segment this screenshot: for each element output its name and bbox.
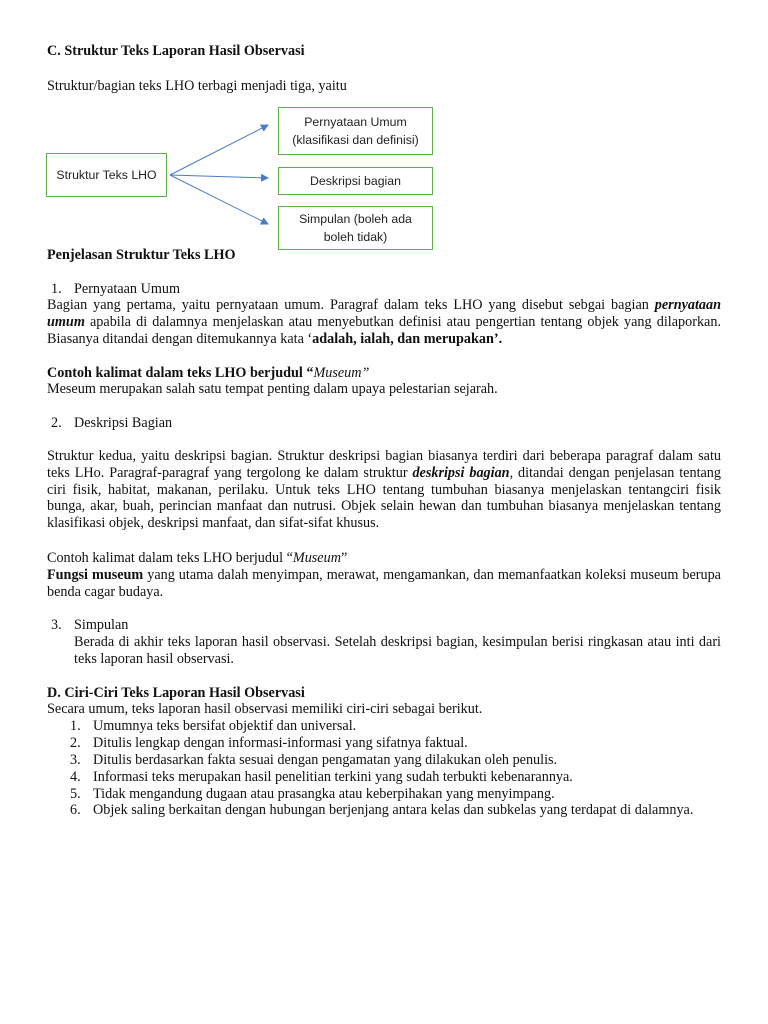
diagram-source-label: Struktur Teks LHO (56, 168, 157, 182)
list-item: Informasi teks merupakan hasil penelitian terkini yang sudah terbukti kebenarannya. (93, 769, 573, 785)
list-item: Ditulis lengkap dengan informasi-informasi yang sifatnya faktual. (93, 735, 468, 751)
diagram-box-deskripsi (278, 167, 433, 195)
section-c-heading: C. Struktur Teks Laporan Hasil Observasi (47, 43, 305, 59)
list-item: Tidak mengandung dugaan atau prasangka atau keberpihakan yang menyimpang. (93, 786, 555, 802)
item3-title: Simpulan (74, 617, 129, 633)
arrow-to-deskripsi (170, 175, 268, 178)
section-d-intro: Secara umum, teks laporan hasil observasi memiliki ciri-ciri sebagai berikut. (47, 701, 483, 717)
arrow-to-pernyataan (170, 125, 268, 175)
diagram-box-pernyataan-line2: (klasifikasi dan definisi) (292, 133, 419, 147)
diagram-box-simpulan (278, 206, 433, 250)
list-item-number: 4. (70, 769, 81, 785)
diagram-box-simpulan-line1: Simpulan (boleh ada (299, 212, 412, 226)
list-item-number: 5. (70, 786, 81, 802)
diagram-box-pernyataan (278, 107, 433, 155)
item1-title: Pernyataan Umum (74, 281, 180, 297)
diagram-box-pernyataan-line1: Pernyataan Umum (304, 115, 407, 129)
item2-example-heading: Contoh kalimat dalam teks LHO berjudul “Museum” (47, 550, 348, 566)
item1-example-text: Meseum merupakan salah satu tempat penting dalam upaya pelestarian sejarah. (47, 381, 498, 397)
list-item-number: 6. (70, 802, 81, 818)
arrow-to-simpulan (170, 175, 268, 224)
item1-paragraph: Bagian yang pertama, yaitu pernyataan umum. Paragraf dalam teks LHO yang disebut sebgai bagian pernyataan umum apabila di dalamnya menjelaskan atau menyebutkan definisi atau pengertian tentang objek yang dilaporkan. Biasanya ditandai dengan ditemukannya kata ‘adalah, ialah, dan merupakan’. (47, 297, 721, 347)
item2-title: Deskripsi Bagian (74, 415, 173, 431)
diagram-box-simpulan-line2: boleh tidak) (323, 230, 388, 244)
item3-number: 3. (51, 617, 62, 633)
section-c-intro: Struktur/bagian teks LHO terbagi menjadi tiga, yaitu (47, 78, 347, 94)
diagram-source-box (46, 153, 167, 197)
penjelasan-heading: Penjelasan Struktur Teks LHO (47, 247, 236, 263)
item1-number: 1. (51, 281, 62, 297)
item1-example-heading: Contoh kalimat dalam teks LHO berjudul “Museum” (47, 365, 370, 381)
item2-number: 2. (51, 415, 62, 431)
diagram-box-deskripsi-label: Deskripsi bagian (310, 174, 401, 188)
list-item-number: 1. (70, 718, 81, 734)
item2-paragraph: Struktur kedua, yaitu deskripsi bagian. Struktur deskripsi bagian biasanya terdiri dari beberapa paragraf dalam satu teks LHo. Paragraf-paragraf yang tergolong ke dalam struktur deskripsi bagian, ditandai dengan penjelasan tentang ciri fisik, habitat, makanan, perilaku. Untuk teks LHO tentang tumbuhan biasanya menjelaskan tentangciri fisik bunga, akar, buah, perincian manfaat dan nutrusi. Objek selain hewan dan tumbuhan biasanya menjelaskan tentang klasifikasi objek, deskripsi manfaat, dan sifat-sifat khusus. (47, 448, 721, 532)
item2-example-text: Fungsi museum yang utama dalah menyimpan, merawat, mengamankan, dan memanfaatkan koleksi museum berupa benda cagar budaya. (47, 567, 721, 600)
list-item-number: 2. (70, 735, 81, 751)
list-item: Objek saling berkaitan dengan hubungan berjenjang antara kelas dan subkelas yang terdapat di dalamnya. (93, 802, 694, 818)
item3-paragraph: Berada di akhir teks laporan hasil observasi. Setelah deskripsi bagian, kesimpulan berisi ringkasan atau inti dari teks laporan hasil observasi. (74, 634, 721, 667)
section-d-heading: D. Ciri-Ciri Teks Laporan Hasil Observasi (47, 685, 305, 701)
list-item: Ditulis berdasarkan fakta sesuai dengan pengamatan yang dilakukan oleh penulis. (93, 752, 558, 768)
list-item-number: 3. (70, 752, 81, 768)
list-item: Umumnya teks bersifat objektif dan universal. (93, 718, 357, 734)
